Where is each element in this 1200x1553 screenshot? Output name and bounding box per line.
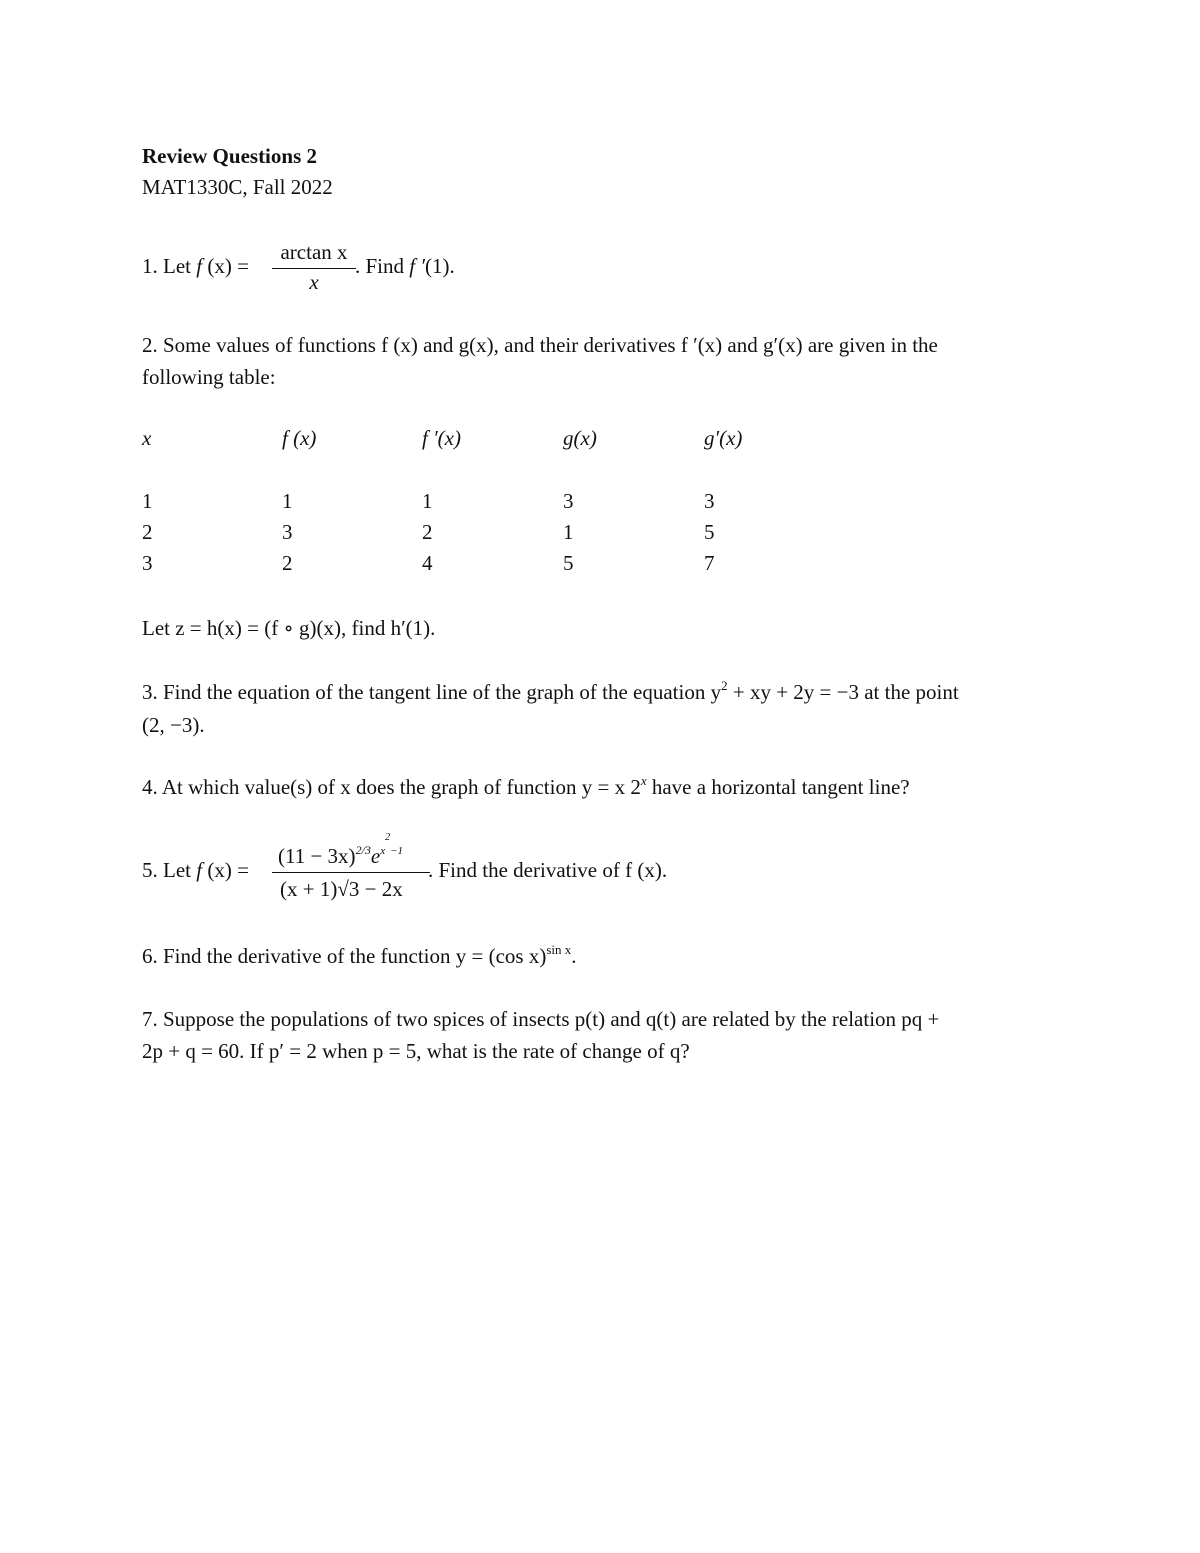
table-header-fprime: f ′(x): [422, 426, 461, 450]
q3-line-1-end: + xy + 2y = −3 at the point: [727, 680, 959, 704]
q1-function: f: [196, 254, 203, 278]
q2-line-2: following table:: [142, 365, 276, 389]
q5-let: Let: [163, 858, 191, 882]
table-cell: 7: [704, 551, 715, 575]
q7-line-2: 2p + q = 60. If p′ = 2 when p = 5, what is the rate of change of q?: [142, 1039, 690, 1063]
q5-find-text: . Find the derivative of f (x).: [428, 858, 668, 882]
q5-numerator-exponent: 2/3: [355, 843, 371, 857]
table-cell: 1: [563, 520, 574, 544]
q5-fraction: [272, 832, 430, 902]
table-header-x: x: [142, 426, 152, 450]
table-cell: 5: [563, 551, 574, 575]
q5-number: 5.: [142, 858, 158, 882]
table-cell: 3: [563, 489, 574, 513]
q3-line-1-start: 3. Find the equation of the tangent line of the graph of the equation y: [142, 680, 722, 704]
q3-line-2: (2, −3).: [142, 713, 205, 737]
table-cell: 4: [422, 551, 433, 575]
table-header-gprime: g′(x): [704, 426, 743, 450]
q1-numerator: arctan x: [280, 240, 348, 264]
q1-number: 1.: [142, 254, 158, 278]
question-6: [142, 942, 577, 968]
question-4: [142, 773, 910, 799]
table-cell: 2: [282, 551, 293, 575]
table-cell: 1: [282, 489, 293, 513]
q1-argument: (x) =: [207, 254, 249, 278]
q5-function: f: [196, 858, 203, 882]
table-cell: 1: [422, 489, 433, 513]
q1-derivative: f ′: [409, 254, 425, 278]
q4-exponent: x: [640, 773, 647, 788]
q5-e-exponent: x2−1: [380, 832, 404, 857]
table-cell: 1: [142, 489, 153, 513]
q5-numerator-e: e: [370, 844, 381, 868]
q2-composition-line: Let z = h(x) = (f ∘ g)(x), find h′(1).: [142, 616, 436, 640]
q5-fraction-bar: [272, 872, 430, 873]
q1-fraction: [272, 240, 356, 296]
q5-numerator-base: (11 − 3x): [278, 844, 356, 868]
q3-exponent: 2: [721, 678, 728, 693]
q6-text-start: 6. Find the derivative of the function y = (cos x): [142, 944, 547, 968]
q5-denominator: (x + 1)√3 − 2x: [280, 877, 403, 901]
q1-let: Let: [163, 254, 191, 278]
q5-argument: (x) =: [207, 858, 249, 882]
table-cell: 2: [422, 520, 433, 544]
q1-find: . Find: [355, 254, 405, 278]
q6-text-end: .: [571, 944, 577, 968]
table-cell: 2: [142, 520, 153, 544]
q4-text-start: 4. At which value(s) of x does the graph of function y = x 2: [142, 775, 641, 799]
table-cell: 3: [142, 551, 153, 575]
q6-exponent: sin x: [546, 942, 572, 957]
page-title: Review Questions 2: [142, 144, 317, 168]
q1-denominator: x: [309, 270, 319, 294]
q1-point: (1).: [424, 254, 455, 278]
table-header-g: g(x): [563, 426, 597, 450]
q1-fraction-bar: [272, 268, 356, 269]
table-cell: 3: [704, 489, 715, 513]
q5-numerator: [278, 832, 404, 868]
table-header-f: f (x): [282, 426, 317, 450]
table-cell: 5: [704, 520, 715, 544]
course-subtitle: MAT1330C, Fall 2022: [142, 175, 333, 199]
q2-line-1: 2. Some values of functions f (x) and g(x), and their derivatives f ′(x) and g′(x) are given in the: [142, 333, 938, 357]
table-cell: 3: [282, 520, 293, 544]
q4-text-end: have a horizontal tangent line?: [646, 775, 910, 799]
q7-line-1: 7. Suppose the populations of two spices of insects p(t) and q(t) are related by the relation pq +: [142, 1007, 940, 1031]
